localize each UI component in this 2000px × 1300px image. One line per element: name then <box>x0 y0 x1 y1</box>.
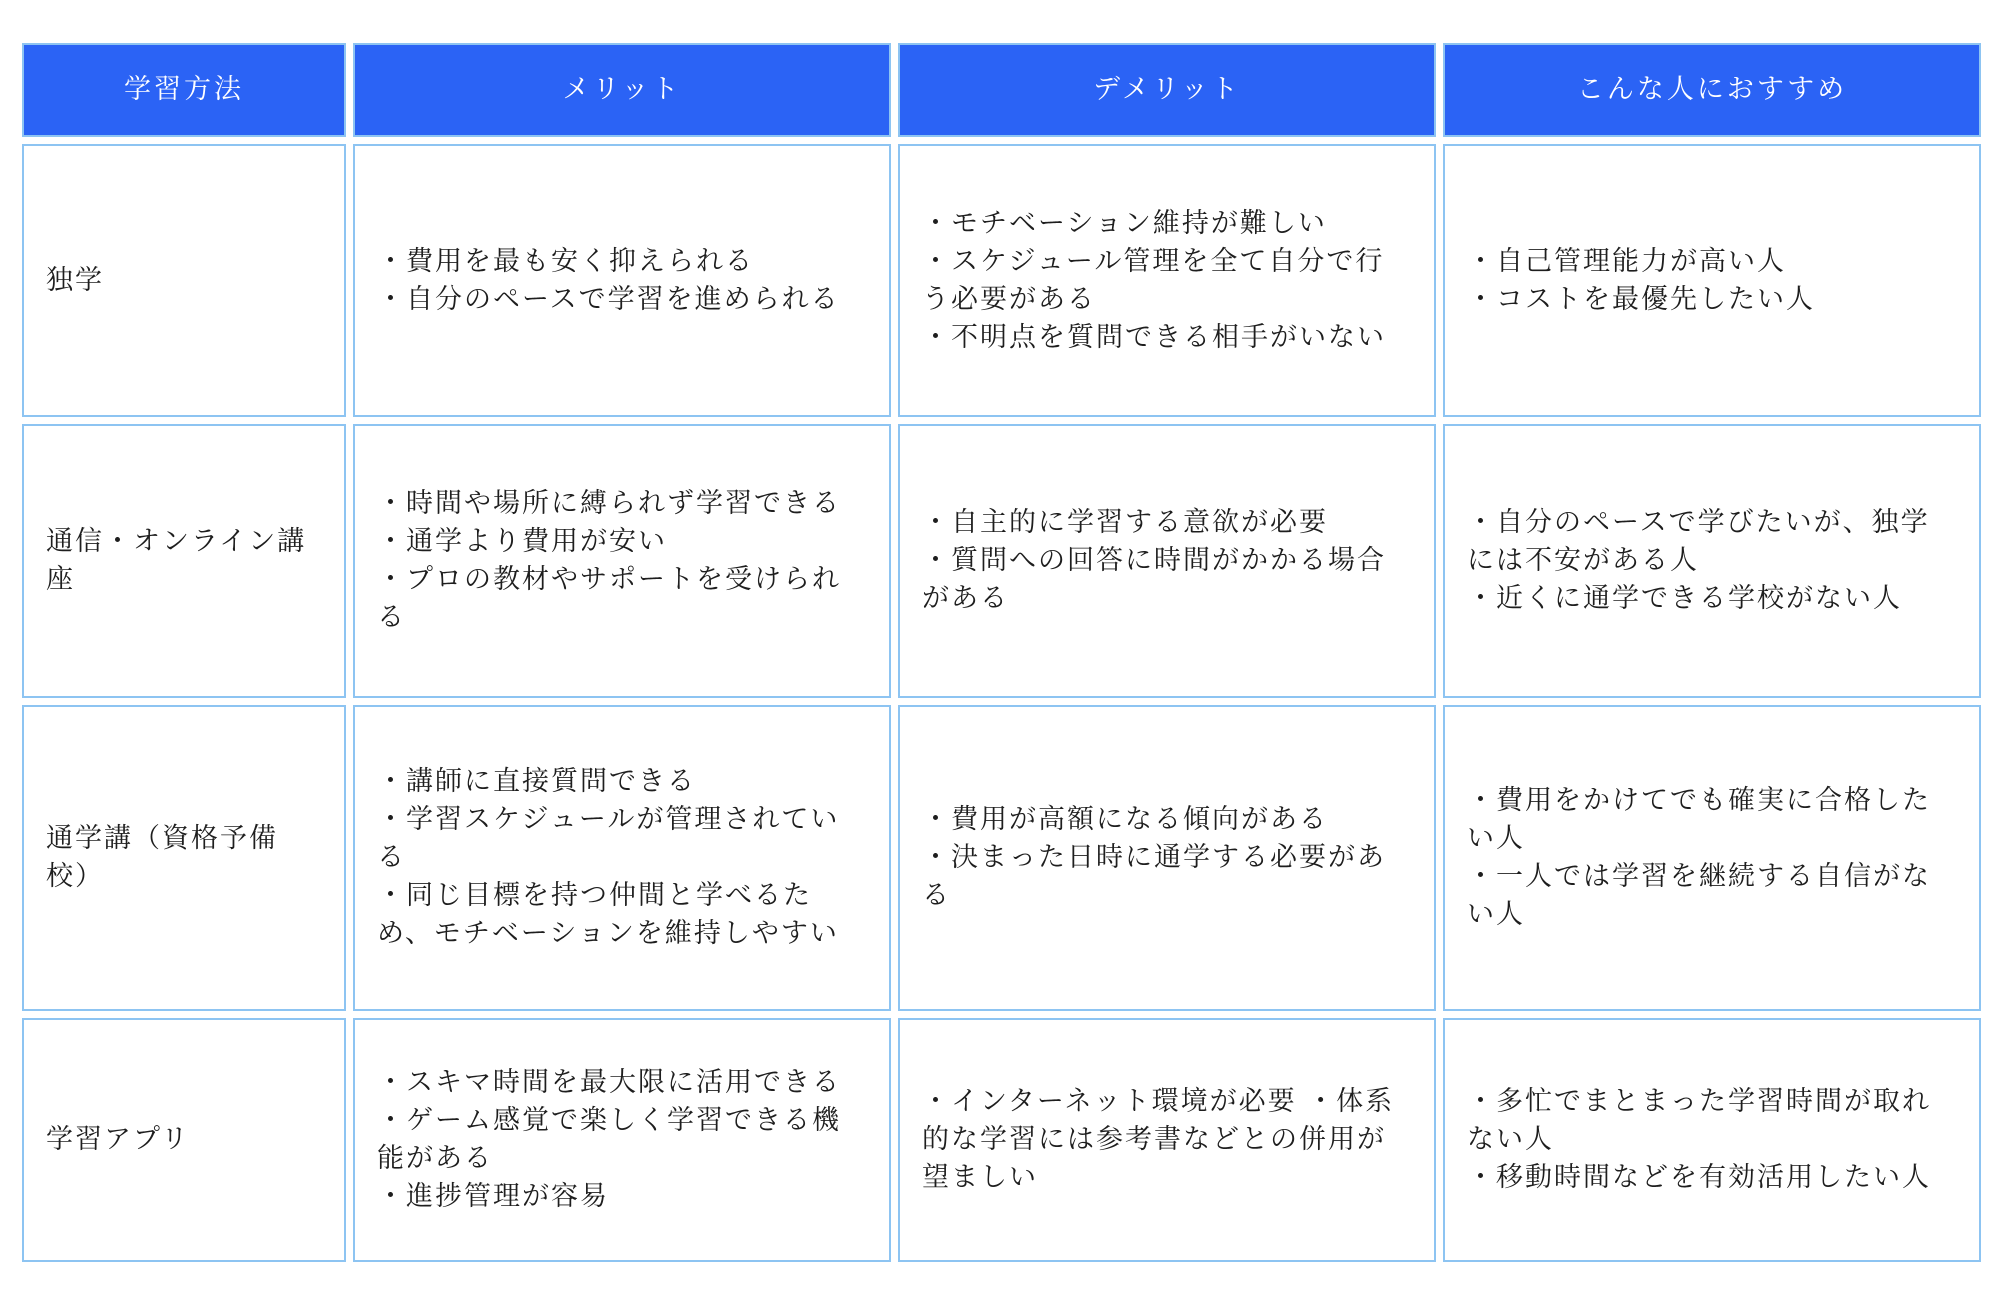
method-label: 独学 <box>46 264 104 296</box>
merits-list <box>377 763 867 953</box>
recommended-list <box>1467 1083 1957 1197</box>
merits-list <box>377 243 867 319</box>
list-item: ・一人では学習を継続する自信がない人 <box>1467 861 1931 930</box>
header-recommended <box>1443 43 1981 137</box>
merits-list <box>377 485 867 637</box>
row-method-cell <box>22 144 346 417</box>
list-item: ・移動時間などを有効活用したい人 <box>1467 1162 1931 1193</box>
list-item: ・決まった日時に通学する必要がある <box>922 842 1386 911</box>
list-item: ・進捗管理が容易 <box>377 1181 609 1212</box>
method-label: 通信・オンライン講座 <box>46 526 307 595</box>
list-item: ・スケジュール管理を全て自分で行う必要がある <box>922 245 1385 315</box>
list-item: ・近くに通学できる学校がない人 <box>1467 583 1902 614</box>
header-demerits-label: デメリット <box>1093 74 1241 105</box>
merits-cell <box>353 1018 891 1262</box>
merits-list <box>377 1064 867 1216</box>
list-item: ・同じ目標を持つ仲間と学べるため、モチベーションを維持しやすい <box>377 880 839 949</box>
demerits-cell <box>898 1018 1436 1262</box>
list-item: ・自己管理能力が高い人 <box>1467 245 1786 277</box>
list-item: ・自主的に学習する意欲が必要 <box>922 507 1328 538</box>
merits-cell <box>353 424 891 698</box>
list-item: ・時間や場所に縛られず学習できる <box>377 488 841 519</box>
list-item: ・質問への回答に時間がかかる場合がある <box>922 545 1386 614</box>
recommended-cell <box>1443 1018 1981 1262</box>
method-label: 学習アプリ <box>46 1124 190 1155</box>
row-method-cell <box>22 1018 346 1262</box>
list-item: ・自分のペースで学びたいが、独学には不安がある人 <box>1467 507 1930 576</box>
demerits-list <box>922 205 1412 357</box>
recommended-list <box>1467 243 1957 319</box>
recommended-list <box>1467 504 1957 618</box>
header-method <box>22 43 346 137</box>
recommended-cell <box>1443 144 1981 417</box>
demerits-list <box>922 1083 1412 1197</box>
row-method-cell <box>22 705 346 1011</box>
recommended-cell <box>1443 705 1981 1011</box>
row-method-cell <box>22 424 346 698</box>
demerits-list <box>922 801 1412 915</box>
merits-cell <box>353 705 891 1011</box>
list-item: ・多忙でまとまった学習時間が取れない人 <box>1467 1086 1931 1155</box>
method-label: 通学講（資格予備校） <box>46 823 278 892</box>
comparison-table <box>22 43 1980 1262</box>
recommended-list <box>1467 782 1957 934</box>
demerits-cell <box>898 144 1436 417</box>
list-item: ・スキマ時間を最大限に活用できる <box>377 1067 841 1098</box>
header-merits <box>353 43 891 137</box>
header-recommended-label: こんな人におすすめ <box>1576 74 1848 105</box>
list-item: ・ゲーム感覚で楽しく学習できる機能がある <box>377 1105 841 1174</box>
list-item: ・インターネット環境が必要 ・体系的な学習には参考書などとの併用が望ましい <box>922 1086 1395 1193</box>
recommended-cell <box>1443 424 1981 698</box>
demerits-list <box>922 504 1412 618</box>
list-item: ・不明点を質問できる相手がいない <box>922 321 1386 353</box>
demerits-cell <box>898 424 1436 698</box>
list-item: ・費用を最も安く抑えられる <box>377 245 754 277</box>
list-item: ・自分のペースで学習を進められる <box>377 283 840 315</box>
list-item: ・費用をかけてでも確実に合格したい人 <box>1467 785 1931 854</box>
list-item: ・学習スケジュールが管理されている <box>377 804 840 873</box>
header-demerits <box>898 43 1436 137</box>
merits-cell <box>353 144 891 417</box>
list-item: ・通学より費用が安い <box>377 526 667 557</box>
demerits-cell <box>898 705 1436 1011</box>
list-item: ・講師に直接質問できる <box>377 766 696 797</box>
header-method-label: 学習方法 <box>124 74 244 105</box>
list-item: ・費用が高額になる傾向がある <box>922 804 1328 835</box>
header-merits-label: メリット <box>562 74 682 105</box>
list-item: ・プロの教材やサポートを受けられる <box>377 564 841 633</box>
list-item: ・コストを最優先したい人 <box>1467 283 1815 315</box>
list-item: ・モチベーション維持が難しい <box>922 207 1327 239</box>
